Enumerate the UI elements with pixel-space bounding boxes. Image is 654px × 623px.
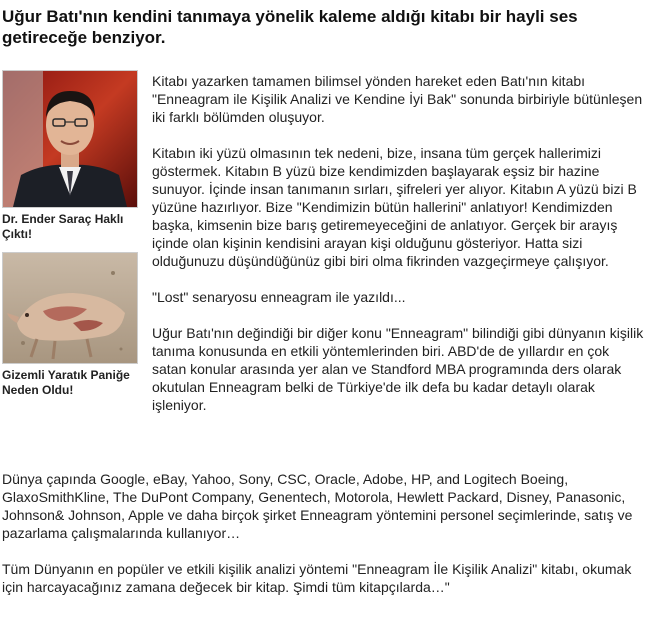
related-news-caption[interactable]: Gizemli Yaratık Paniğe Neden Oldu!	[2, 368, 130, 397]
article-paragraph: Kitabın iki yüzü olmasının tek nedeni, bize, insana tüm gerçek hallerimizi göstermek. Kitabın B yüzü bize kendimizden başlayarak eşsiz bir hazine sunuyor. İçinde insan tanımanın sırları, şifreleri yer alıyor. Kitabın A yüzü bizi B yüzüne hazırlıyor. Bize "Kendimizin bütün hallerini" anlatıyor! Kendimizden başka, kimsenin bize barış getiremeyeceğini de anlatıyor. Gerçek bir arayış içinde olan kişinin kendisini arayan kişi olduğunu gösteriyor. Hatta sizi olduğunuzu düşündüğünüz gibi biri olma fikrinden vazgeçirmeye çalışıyor.	[152, 145, 637, 269]
related-news-photo-man[interactable]	[2, 70, 138, 208]
article-body-continued	[2, 470, 650, 614]
related-news-caption[interactable]: Dr. Ender Saraç Haklı Çıktı!	[2, 212, 124, 241]
creature-image	[3, 253, 137, 363]
related-news-photo-creature[interactable]	[2, 252, 138, 364]
article-paragraph: "Lost" senaryosu enneagram ile yazıldı...	[152, 289, 406, 305]
article-paragraph: Tüm Dünyanın en popüler ve etkili kişilik analizi yöntemi "Enneagram İle Kişilik Analizi" kitabı, okumak için harcayacağınız zamana değecek bir kitap. Şimdi tüm kitapçılarda…"	[2, 561, 632, 595]
article-paragraph: Dünya çapında Google, eBay, Yahoo, Sony, CSC, Oracle, Adobe, HP, and Logitech Boeing, GlaxoSmithKline, The DuPont Company, Genentech, Motorola, Hewlett Packard, Disney, Panasonic, Johnson& Johnson, Apple ve daha birçok şirket Enneagram yöntemini personel seçimlerinde, satış ve pazarlama çalışmalarında kullanıyor…	[2, 471, 633, 541]
article-body	[152, 72, 644, 432]
article-paragraph: Uğur Batı'nın değindiği bir diğer konu "Enneagram" bilindiği gibi dünyanın kişilik tanıma konusunda en etkili yöntemlerinden biri. ABD'de de yıllardır en çok satan konular arasında yer alan ve Standford MBA programında ders olarak okutulan Enneagram belki de Türkiye'de ilk defa bu kadar detaylı olarak işleniyor.	[152, 325, 644, 413]
article-headline: Uğur Batı'nın kendini tanımaya yönelik kaleme aldığı kitabı bir hayli ses getireceğe benziyor.	[2, 7, 578, 47]
article-paragraph: Kitabı yazarken tamamen bilimsel yönden hareket eden Batı'nın kitabı "Enneagram ile Kişilik Analizi ve Kendine İyi Bak" sonunda birbiriyle bütünleşen iki farklı bölümden oluşuyor.	[152, 73, 643, 125]
related-news-sidebar	[2, 70, 140, 398]
man-portrait-image	[3, 71, 137, 207]
